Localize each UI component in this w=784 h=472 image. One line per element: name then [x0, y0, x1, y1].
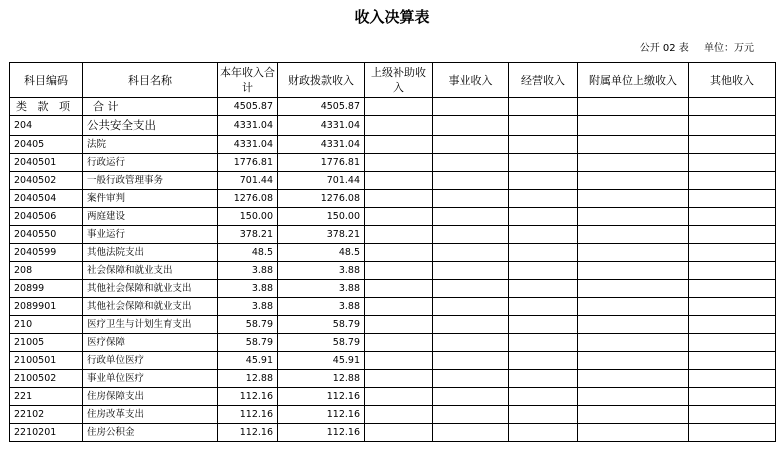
total-fiscal: 4505.87 [278, 98, 365, 116]
income-total-cell: 48.5 [218, 244, 278, 262]
header-cell: 上级补助收入 [365, 63, 433, 98]
empty-cell [578, 298, 689, 316]
code-cell: 221 [10, 388, 83, 406]
table-row [10, 208, 776, 226]
income-total-cell: 4331.04 [218, 136, 278, 154]
income-total-cell: 3.88 [218, 280, 278, 298]
name-cell: 行政单位医疗 [83, 352, 218, 370]
empty-cell [365, 352, 433, 370]
name-cell: 公共安全支出 [83, 116, 218, 136]
table-row [10, 172, 776, 190]
fiscal-cell: 58.79 [278, 334, 365, 352]
empty-cell [365, 262, 433, 280]
name-cell: 其他法院支出 [83, 244, 218, 262]
table-row [10, 190, 776, 208]
empty-cell [433, 334, 509, 352]
fiscal-cell: 112.16 [278, 406, 365, 424]
fiscal-cell: 112.16 [278, 388, 365, 406]
empty-cell [509, 154, 578, 172]
empty-cell [578, 98, 689, 116]
income-total-cell: 112.16 [218, 406, 278, 424]
empty-cell [509, 190, 578, 208]
fiscal-cell: 112.16 [278, 424, 365, 442]
income-total-cell: 112.16 [218, 388, 278, 406]
fiscal-cell: 48.5 [278, 244, 365, 262]
fiscal-cell: 3.88 [278, 280, 365, 298]
empty-cell [578, 226, 689, 244]
empty-cell [433, 190, 509, 208]
empty-cell [433, 226, 509, 244]
empty-cell [433, 172, 509, 190]
unit-label: 单位：万元 [704, 43, 754, 54]
table-row [10, 316, 776, 334]
header-cell: 本年收入合计 [218, 63, 278, 98]
header-cell: 附属单位上缴收入 [578, 63, 689, 98]
empty-cell [509, 388, 578, 406]
code-cell: 22102 [10, 406, 83, 424]
table-meta [628, 39, 754, 54]
empty-cell [509, 244, 578, 262]
empty-cell [433, 352, 509, 370]
code-cell: 2040502 [10, 172, 83, 190]
name-cell: 行政运行 [83, 154, 218, 172]
empty-cell [365, 280, 433, 298]
empty-cell [509, 280, 578, 298]
table-row [10, 424, 776, 442]
name-cell: 一般行政管理事务 [83, 172, 218, 190]
total-row [10, 98, 776, 116]
header-cell: 经营收入 [509, 63, 578, 98]
name-cell: 两庭建设 [83, 208, 218, 226]
empty-cell [578, 154, 689, 172]
empty-cell [689, 316, 776, 334]
empty-cell [509, 208, 578, 226]
table-row [10, 244, 776, 262]
empty-cell [365, 116, 433, 136]
code-cell: 2210201 [10, 424, 83, 442]
income-total-cell: 58.79 [218, 334, 278, 352]
empty-cell [689, 116, 776, 136]
empty-cell [689, 136, 776, 154]
empty-cell [578, 136, 689, 154]
header-cell: 科目编码 [10, 63, 83, 98]
name-cell: 事业单位医疗 [83, 370, 218, 388]
name-cell: 法院 [83, 136, 218, 154]
empty-cell [689, 370, 776, 388]
empty-cell [433, 244, 509, 262]
header-row [10, 63, 776, 98]
table-row [10, 334, 776, 352]
name-cell: 医疗保障 [83, 334, 218, 352]
empty-cell [433, 388, 509, 406]
income-total-cell: 1276.08 [218, 190, 278, 208]
empty-cell [509, 316, 578, 334]
empty-cell [578, 370, 689, 388]
code-cell: 2040504 [10, 190, 83, 208]
empty-cell [433, 98, 509, 116]
empty-cell [509, 226, 578, 244]
empty-cell [433, 406, 509, 424]
code-cell: 2040506 [10, 208, 83, 226]
income-total-cell: 1776.81 [218, 154, 278, 172]
empty-cell [509, 424, 578, 442]
empty-cell [578, 352, 689, 370]
empty-cell [509, 406, 578, 424]
fiscal-cell: 4331.04 [278, 136, 365, 154]
empty-cell [578, 424, 689, 442]
empty-cell [433, 280, 509, 298]
name-cell: 住房公积金 [83, 424, 218, 442]
header-cell: 事业收入 [433, 63, 509, 98]
empty-cell [509, 370, 578, 388]
fiscal-cell: 1276.08 [278, 190, 365, 208]
code-cell: 210 [10, 316, 83, 334]
code-cell: 208 [10, 262, 83, 280]
code-label-xiang: 项 [59, 100, 70, 113]
empty-cell [365, 98, 433, 116]
fiscal-cell: 378.21 [278, 226, 365, 244]
code-cell: 2089901 [10, 298, 83, 316]
empty-cell [365, 136, 433, 154]
empty-cell [433, 370, 509, 388]
code-cell: 2040501 [10, 154, 83, 172]
empty-cell [689, 208, 776, 226]
fiscal-cell: 45.91 [278, 352, 365, 370]
header-cell: 科目名称 [83, 63, 218, 98]
empty-cell [433, 154, 509, 172]
empty-cell [433, 136, 509, 154]
empty-cell [689, 298, 776, 316]
code-cell: 20405 [10, 136, 83, 154]
income-total-cell: 45.91 [218, 352, 278, 370]
page-title: 收入决算表 [354, 8, 430, 26]
empty-cell [509, 298, 578, 316]
empty-cell [509, 116, 578, 136]
income-total-cell: 378.21 [218, 226, 278, 244]
empty-cell [578, 244, 689, 262]
empty-cell [365, 172, 433, 190]
empty-cell [365, 226, 433, 244]
empty-cell [689, 424, 776, 442]
empty-cell [365, 406, 433, 424]
table-row [10, 262, 776, 280]
empty-cell [578, 262, 689, 280]
empty-cell [578, 406, 689, 424]
income-total-cell: 3.88 [218, 298, 278, 316]
fiscal-cell: 701.44 [278, 172, 365, 190]
empty-cell [365, 388, 433, 406]
empty-cell [365, 298, 433, 316]
name-cell: 住房改革支出 [83, 406, 218, 424]
name-cell: 案件审判 [83, 190, 218, 208]
empty-cell [689, 388, 776, 406]
empty-cell [365, 424, 433, 442]
empty-cell [509, 98, 578, 116]
income-total-cell: 150.00 [218, 208, 278, 226]
table-row [10, 154, 776, 172]
code-labels-cell [10, 98, 83, 116]
empty-cell [433, 208, 509, 226]
income-table [9, 62, 776, 442]
empty-cell [509, 334, 578, 352]
total-income: 4505.87 [218, 98, 278, 116]
empty-cell [433, 316, 509, 334]
form-number: 公开 02 表 [639, 43, 689, 54]
empty-cell [689, 406, 776, 424]
income-total-cell: 4331.04 [218, 116, 278, 136]
empty-cell [689, 98, 776, 116]
empty-cell [509, 136, 578, 154]
empty-cell [689, 172, 776, 190]
fiscal-cell: 150.00 [278, 208, 365, 226]
empty-cell [689, 280, 776, 298]
empty-cell [689, 190, 776, 208]
table-row [10, 406, 776, 424]
total-label: 合 计 [83, 98, 218, 116]
empty-cell [689, 226, 776, 244]
income-total-cell: 12.88 [218, 370, 278, 388]
fiscal-cell: 4331.04 [278, 116, 365, 136]
income-total-cell: 58.79 [218, 316, 278, 334]
empty-cell [433, 298, 509, 316]
empty-cell [365, 190, 433, 208]
table-row [10, 226, 776, 244]
empty-cell [578, 190, 689, 208]
empty-cell [433, 116, 509, 136]
income-total-cell: 701.44 [218, 172, 278, 190]
income-total-cell: 112.16 [218, 424, 278, 442]
name-cell: 住房保障支出 [83, 388, 218, 406]
fiscal-cell: 58.79 [278, 316, 365, 334]
empty-cell [578, 280, 689, 298]
table-row [10, 136, 776, 154]
empty-cell [578, 388, 689, 406]
empty-cell [433, 424, 509, 442]
empty-cell [365, 316, 433, 334]
table-row [10, 352, 776, 370]
code-cell: 2040599 [10, 244, 83, 262]
empty-cell [578, 172, 689, 190]
empty-cell [365, 154, 433, 172]
fiscal-cell: 3.88 [278, 298, 365, 316]
name-cell: 社会保障和就业支出 [83, 262, 218, 280]
empty-cell [365, 370, 433, 388]
code-label-kuan: 款 [37, 100, 49, 113]
table-row [10, 116, 776, 136]
empty-cell [578, 208, 689, 226]
empty-cell [365, 208, 433, 226]
empty-cell [689, 262, 776, 280]
empty-cell [365, 244, 433, 262]
empty-cell [689, 352, 776, 370]
code-cell: 2040550 [10, 226, 83, 244]
header-cell: 其他收入 [689, 63, 776, 98]
table-row [10, 388, 776, 406]
code-cell: 2100502 [10, 370, 83, 388]
fiscal-cell: 1776.81 [278, 154, 365, 172]
empty-cell [689, 244, 776, 262]
empty-cell [689, 334, 776, 352]
code-cell: 20899 [10, 280, 83, 298]
empty-cell [689, 154, 776, 172]
code-cell: 2100501 [10, 352, 83, 370]
name-cell: 其他社会保障和就业支出 [83, 298, 218, 316]
empty-cell [578, 316, 689, 334]
empty-cell [509, 262, 578, 280]
empty-cell [578, 116, 689, 136]
income-total-cell: 3.88 [218, 262, 278, 280]
empty-cell [433, 262, 509, 280]
name-cell: 其他社会保障和就业支出 [83, 280, 218, 298]
name-cell: 事业运行 [83, 226, 218, 244]
code-cell: 21005 [10, 334, 83, 352]
table-row [10, 298, 776, 316]
empty-cell [509, 352, 578, 370]
code-cell: 204 [10, 116, 83, 136]
fiscal-cell: 3.88 [278, 262, 365, 280]
code-label-lei: 类 [16, 100, 27, 113]
table-row [10, 370, 776, 388]
empty-cell [365, 334, 433, 352]
header-cell: 财政拨款收入 [278, 63, 365, 98]
fiscal-cell: 12.88 [278, 370, 365, 388]
empty-cell [578, 334, 689, 352]
table-row [10, 280, 776, 298]
empty-cell [509, 172, 578, 190]
name-cell: 医疗卫生与计划生育支出 [83, 316, 218, 334]
